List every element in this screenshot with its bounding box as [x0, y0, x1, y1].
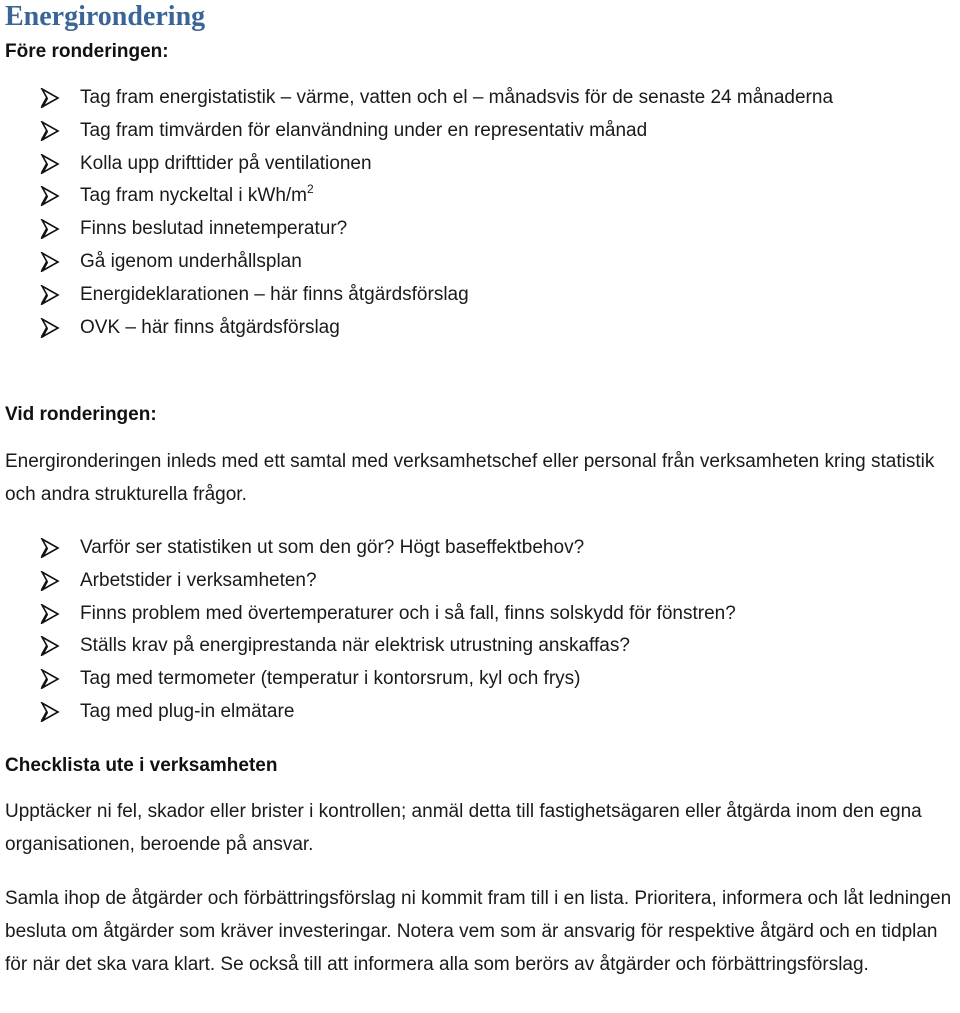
list-item-text: Tag fram timvärden för elanvändning under en representativ månad [80, 119, 648, 141]
list-item-text: Tag med plug-in elmätare [80, 700, 295, 722]
arrowhead-bullet-icon [40, 219, 60, 239]
checklist-paragraph-2: Samla ihop de åtgärder och förbättringsförslag ni kommit fram till i en lista. Prioritera, informera och låt ledningen besluta om åtgärder som kräver investeringar. Notera vem som är ansvarig för respektive åtgärd och en tidplan för när det ska vara klart. Se också till att informera alla som berörs av åtgärder och förbättringsförslag. [5, 888, 952, 975]
list-item [0, 279, 960, 312]
arrowhead-bullet-icon [40, 318, 60, 338]
before-list [0, 82, 960, 344]
list-item-text: Ställs krav på energiprestanda när elektrisk utrustning anskaffas? [80, 635, 630, 657]
arrowhead-bullet-icon [40, 571, 60, 591]
during-list [0, 532, 960, 729]
list-item [0, 82, 960, 115]
list-item-text: Varför ser statistiken ut som den gör? Högt baseffektbehov? [80, 537, 585, 558]
arrowhead-bullet-icon [40, 538, 60, 558]
document-title: Energirondering [5, 1, 206, 32]
list-item-text: Arbetstider i verksamheten? [80, 569, 317, 591]
list-item-text: Tag med termometer (temperatur i kontorsrum, kyl och frys) [80, 668, 581, 690]
arrowhead-bullet-icon [40, 121, 60, 141]
list-item [0, 663, 960, 696]
list-item [0, 312, 960, 345]
list-item-text: Tag fram energistatistik – värme, vatten och el – månadsvis för de senaste 24 månaderna [80, 87, 834, 108]
arrowhead-bullet-icon [40, 669, 60, 689]
list-item [0, 565, 960, 598]
list-item [0, 598, 960, 631]
list-item-text: OVK – här finns åtgärdsförslag [80, 316, 340, 338]
list-item-text: Energideklarationen – här finns åtgärdsförslag [80, 283, 469, 305]
list-item-text: Tag fram nyckeltal i kWh/m [80, 185, 307, 207]
arrowhead-bullet-icon [40, 636, 60, 656]
before-heading: Före ronderingen: [5, 41, 169, 62]
arrowhead-bullet-icon [40, 702, 60, 722]
arrowhead-bullet-icon [40, 88, 60, 108]
list-item [0, 213, 960, 246]
list-item-text: Finns problem med övertemperaturer och i så fall, finns solskydd för fönstren? [80, 602, 736, 624]
list-item-text: Finns beslutad innetemperatur? [80, 218, 348, 240]
arrowhead-bullet-icon [40, 252, 60, 272]
arrowhead-bullet-icon [40, 604, 60, 624]
list-item [0, 148, 960, 181]
superscript-two: 2 [307, 182, 314, 197]
list-item [0, 246, 960, 279]
list-item [0, 630, 960, 663]
arrowhead-bullet-icon [40, 154, 60, 174]
list-item [0, 532, 960, 565]
during-heading: Vid ronderingen: [5, 404, 157, 425]
list-item [0, 115, 960, 148]
checklist-paragraph-1: Upptäcker ni fel, skador eller brister i kontrollen; anmäl detta till fastighetsägaren eller åtgärda inom den egna organisationen, beroende på ansvar. [5, 801, 922, 855]
arrowhead-bullet-icon [40, 285, 60, 305]
list-item-text: Gå igenom underhållsplan [80, 250, 302, 272]
list-item [0, 696, 960, 729]
during-intro: Energironderingen inleds med ett samtal med verksamhetschef eller personal från verksamheten kring statistik och andra strukturella frågor. [5, 451, 935, 505]
list-item-text: Kolla upp drifttider på ventilationen [80, 152, 372, 174]
arrowhead-bullet-icon [40, 186, 60, 206]
list-item [0, 180, 960, 213]
checklist-heading: Checklista ute i verksamheten [5, 755, 278, 776]
